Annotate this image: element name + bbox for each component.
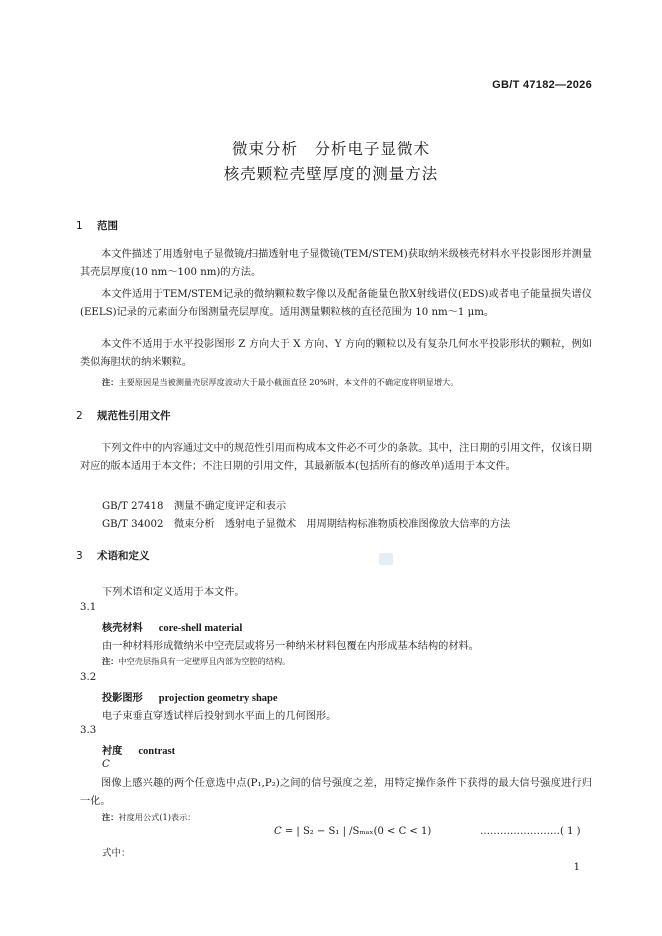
- reference-title: 微束分析 透射电子显微术 用周期结构标准物质校准图像放大倍率的方法: [174, 519, 511, 530]
- page-number: 1: [573, 862, 580, 873]
- formula-lhs: C: [274, 826, 282, 837]
- term-note: [102, 656, 290, 667]
- term-en: projection geometry shape: [158, 693, 278, 704]
- term-entry: [102, 742, 175, 757]
- term-definition: 由一种材料形成微纳米中空壳层或将另一种纳米材料包覆在内形成基本结构的材料。: [102, 641, 479, 652]
- term-definition: 电子束垂直穿透试样后投射到水平面上的几何图形。: [102, 711, 337, 722]
- section-number: 2: [76, 410, 83, 422]
- section-1-paragraph-1: 本文件描述了用透射电子显微镜/扫描透射电子显微镜(TEM/STEM)获取纳米级核壳材料水平投影图形并测量其壳层厚度(10 nm～100 nm)的方法。: [80, 249, 592, 278]
- term-number: 3.2: [80, 672, 97, 683]
- formula-number: ……………………( 1 ): [480, 826, 581, 837]
- section-3-heading: [76, 548, 150, 563]
- note-text: 主要原因是当被测量壳层厚度波动大于最小截面直径 20%时，本文件的不确定度将明显增大。: [118, 377, 459, 387]
- reference-code: GB/T 34002: [102, 519, 164, 530]
- section-title: 术语和定义: [97, 550, 150, 562]
- reference-code: GB/T 27418: [102, 501, 164, 512]
- term-zh: 核壳材料: [102, 623, 143, 634]
- term-number: 3.1: [80, 602, 97, 613]
- section-1-heading: [76, 218, 118, 233]
- term-en: core-shell material: [158, 623, 243, 634]
- term-zh: 衬度: [102, 746, 123, 757]
- reference-title: 测量不确定度评定和表示: [174, 501, 287, 512]
- section-2-heading: [76, 408, 171, 423]
- note-label: 注：: [102, 377, 119, 387]
- term-entry: [102, 689, 278, 704]
- document-title-line1: 微束分析 分析电子显微术: [231, 140, 430, 158]
- note-label: 注：: [102, 656, 119, 666]
- note-text: 衬度用公式(1)表示：: [118, 812, 196, 822]
- section-3-intro: 下列术语和定义适用于本文件。: [102, 587, 245, 598]
- section-number: 1: [76, 220, 83, 232]
- normative-reference: [102, 497, 286, 512]
- standard-number: GB/T 47182—2026: [492, 79, 592, 91]
- term-zh: 投影图形: [102, 693, 143, 704]
- section-title: 规范性引用文件: [97, 410, 171, 422]
- section-1-paragraph-3: 本文件不适用于水平投影图形 Z 方向大于 X 方向、Y 方向的颗粒以及有复杂几何水平投影形状的颗粒，例如类似海胆状的纳米颗粒。: [80, 339, 592, 368]
- contrast-formula: [274, 826, 431, 837]
- term-note: [102, 812, 196, 823]
- note-label: 注：: [102, 812, 119, 822]
- section-title: 范围: [97, 220, 118, 232]
- term-en: contrast: [138, 746, 176, 757]
- section-1-note: [102, 377, 459, 388]
- formula-where-label: 式中：: [102, 848, 131, 859]
- section-2-paragraph-1: 下列文件中的内容通过文中的规范性引用而构成本文件必不可少的条款。其中，注日期的引用文件，仅该日期对应的版本适用于本文件；不注日期的引用文件，其最新版本(包括所有的修改单)适用于本文件。: [80, 443, 592, 472]
- formula-rhs: = | S₂ − S₁ | /Sₘₐₓ(0 < C < 1): [284, 826, 432, 837]
- document-title-line2: 核壳颗粒壳壁厚度的测量方法: [223, 165, 439, 183]
- section-1-paragraph-2: 本文件适用于TEM/STEM记录的微纳颗粒数字像以及配备能量色散X射线谱仪(EDS)或者电子能量损失谱仪(EELS)记录的元素面分布图测量壳层厚度。适用测量颗粒核的直径范围为 10 nm～1 μm。: [80, 289, 592, 318]
- normative-reference: [102, 515, 510, 530]
- section-number: 3: [76, 550, 83, 562]
- term-entry: [102, 619, 242, 634]
- term-number: 3.3: [80, 725, 97, 736]
- term-symbol: C: [102, 759, 110, 770]
- term-definition: 图像上感兴趣的两个任意选中点(P₁,P₂)之间的信号强度之差，用特定操作条件下获得的最大信号强度进行归一化。: [80, 778, 592, 807]
- note-text: 中空壳层指具有一定壁厚且内部为空腔的结构。: [118, 656, 291, 666]
- watermark-icon: [379, 553, 393, 565]
